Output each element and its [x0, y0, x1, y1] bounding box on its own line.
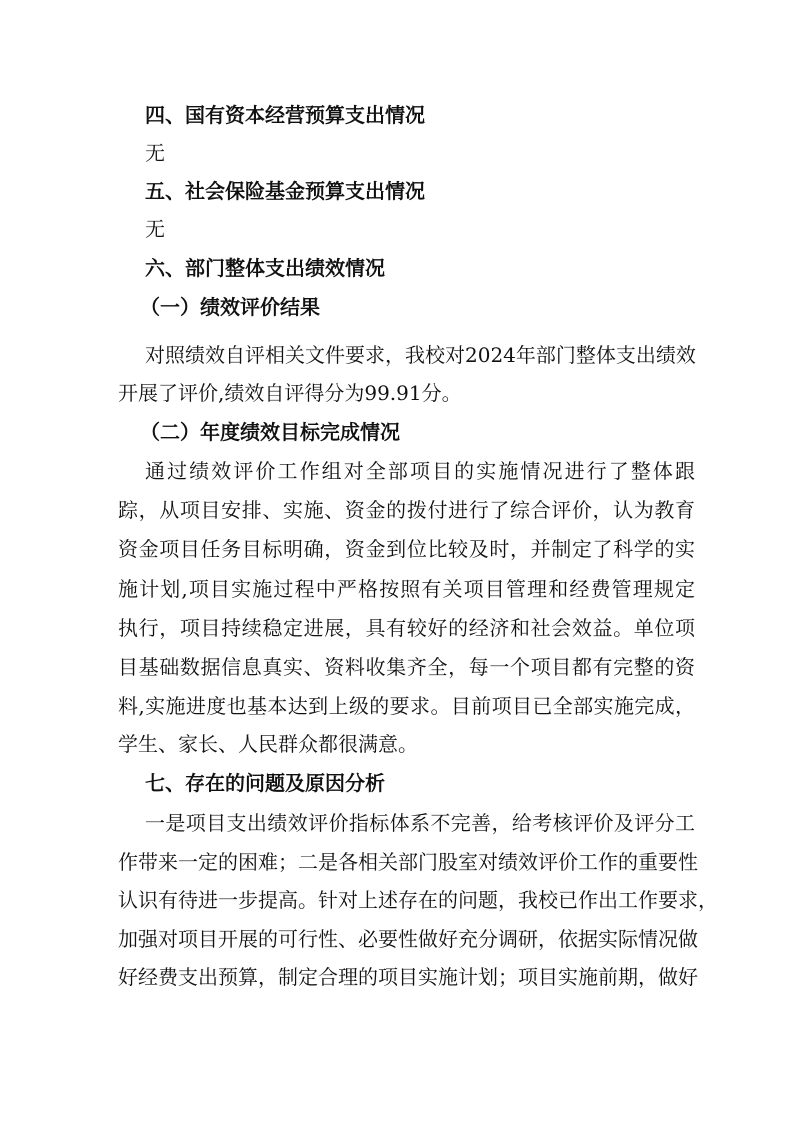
paragraph-line: 踪，从项目安排、实施、资金的拨付进行了综合评价，认为教育 — [118, 498, 695, 522]
paragraph-line: 加强对项目开展的可行性、必要性做好充分调研，依据实际情况做 — [118, 927, 698, 951]
paragraph-line: 目基础数据信息真实、资料收集齐全，每一个项目都有完整的资 — [118, 655, 695, 679]
section-heading-6: 六、部门整体支出绩效情况 — [145, 256, 385, 280]
paragraph-line: 一是项目支出绩效评价指标体系不完善，给考核评价及评分工 — [145, 811, 695, 835]
section-heading-4: 四、国有资本经营预算支出情况 — [145, 103, 425, 127]
paragraph-line: 执行，项目持续稳定进展，具有较好的经济和社会效益。单位项 — [118, 616, 695, 640]
section-heading-7: 七、存在的问题及原因分析 — [145, 771, 385, 795]
paragraph-line: 好经费支出预算，制定合理的项目实施计划；项目实施前期，做好 — [118, 965, 698, 989]
subsection-heading-6-1: （一）绩效评价结果 — [140, 295, 320, 319]
paragraph-line: 通过绩效评价工作组对全部项目的实施情况进行了整体跟 — [145, 459, 695, 483]
paragraph-line: 开展了评价,绩效自评得分为99.91分。 — [118, 381, 462, 405]
paragraph-line: 资金项目任务目标明确，资金到位比较及时，并制定了科学的实 — [118, 537, 695, 561]
paragraph-line: 对照绩效自评相关文件要求，我校对2024年部门整体支出绩效 — [145, 343, 696, 367]
paragraph-line: 施计划,项目实施过程中严格按照有关项目管理和经费管理规定 — [118, 577, 695, 601]
subsection-heading-6-2: （二）年度绩效目标完成情况 — [140, 420, 400, 444]
paragraph-line: 料,实施进度也基本达到上级的要求。目前项目已全部实施完成， — [118, 694, 695, 718]
section-heading-5: 五、社会保险基金预算支出情况 — [145, 179, 425, 203]
paragraph-line: 认识有待进一步提高。针对上述存在的问题，我校已作出工作要求， — [118, 888, 718, 912]
section-body-4: 无 — [145, 141, 165, 165]
section-body-5: 无 — [145, 217, 165, 241]
paragraph-line: 作带来一定的困难；二是各相关部门股室对绩效评价工作的重要性 — [118, 850, 698, 874]
paragraph-line: 学生、家长、人民群众都很满意。 — [118, 732, 418, 756]
